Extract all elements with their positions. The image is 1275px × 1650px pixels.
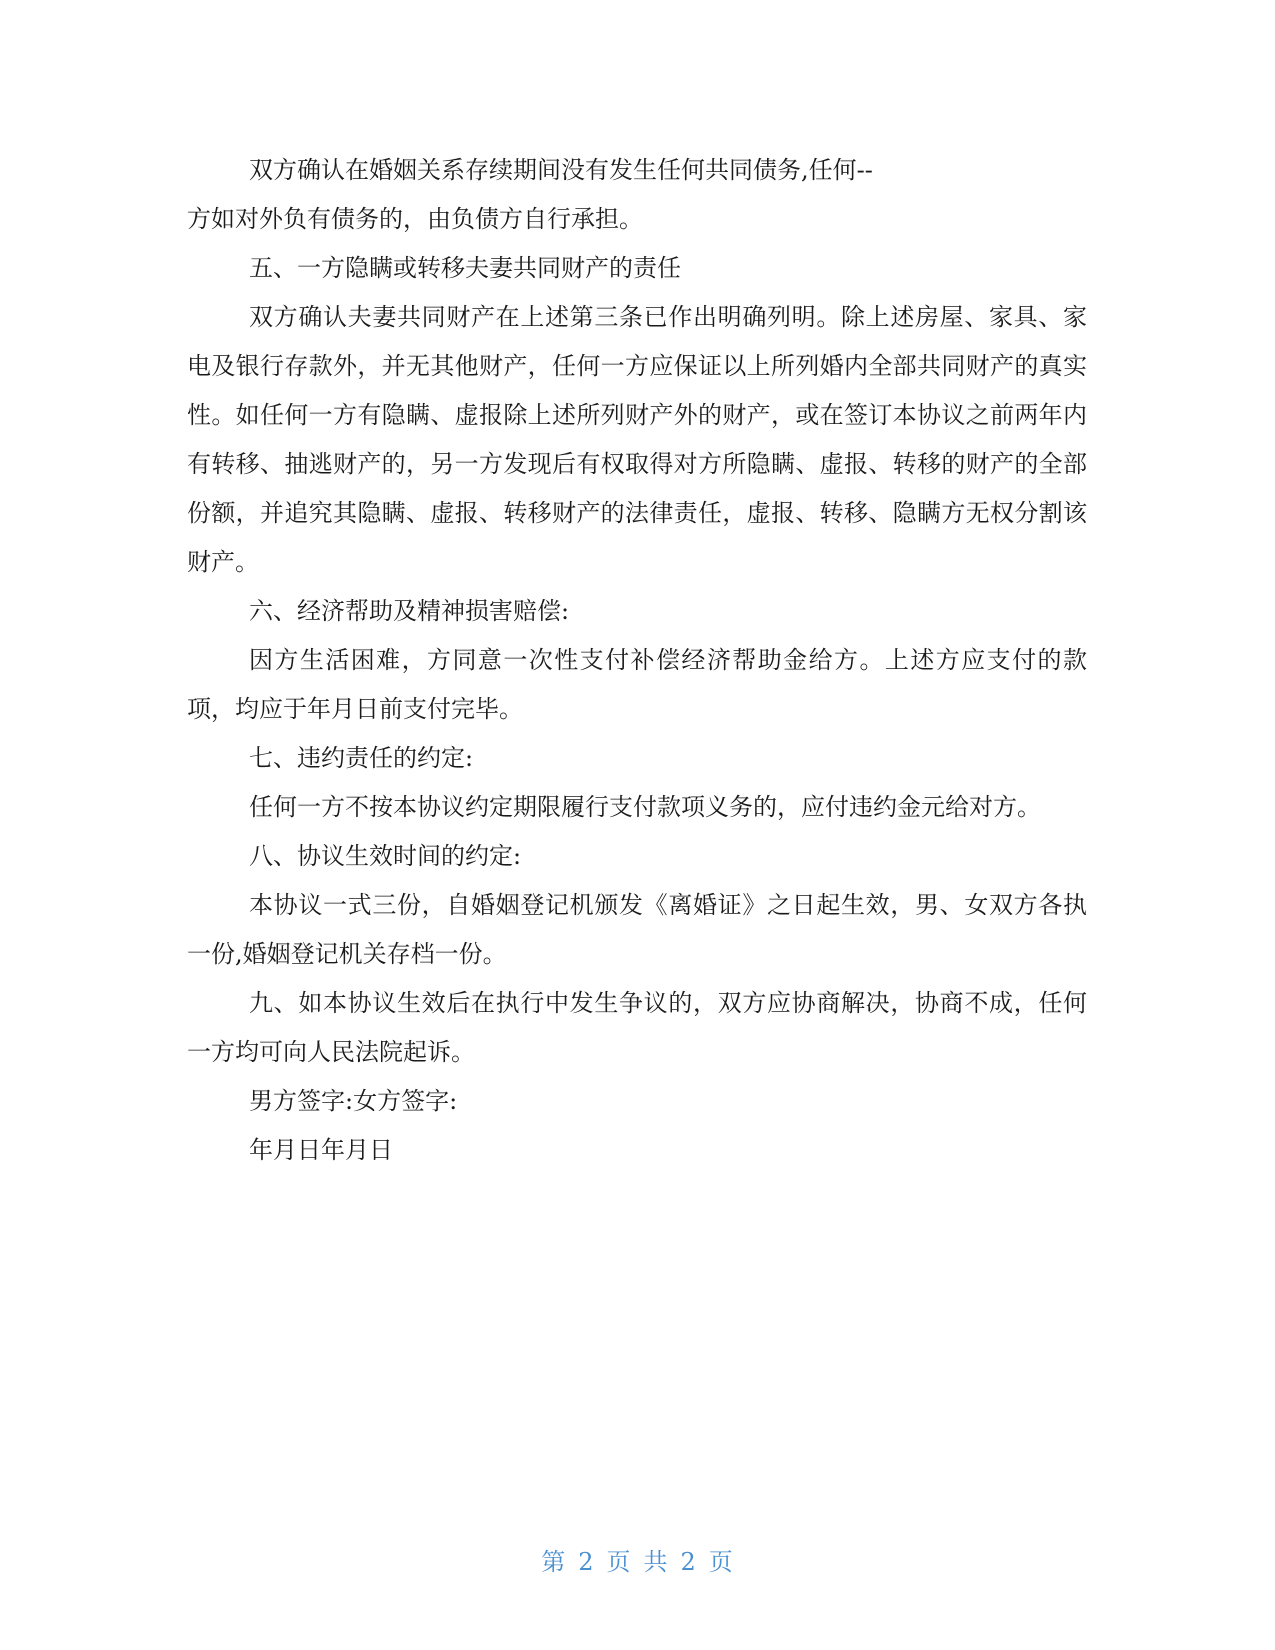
section-heading: 七、违约责任的约定:: [249, 744, 474, 772]
signature-line: 男方签字:女方签字:: [249, 1087, 458, 1115]
section-heading: 六、经济帮助及精神损害赔偿:: [249, 597, 570, 625]
section-heading: 八、协议生效时间的约定:: [249, 842, 522, 870]
date-line: 年月日年月日: [249, 1136, 393, 1164]
page-footer: [0, 1542, 1275, 1577]
footer-label-page: 第: [541, 1548, 567, 1576]
paragraph: 双方确认夫妻共同财产在上述第三条已作出明确列明。除上述房屋、家具、家电及银行存款外，并无其他财产，任何一方应保证以上所列婚内全部共同财产的真实性。如任何一方有隐瞒、虚报除上述所列财产外的财产，或在签订本协议之前两年内有转移、抽逃财产的，另一方发现后有权取得对方所隐瞒、虚报、转移的财产的全部份额，并追究其隐瞒、虚报、转移财产的法律责任，虚报、转移、隐瞒方无权分割该财产。: [187, 303, 1087, 576]
footer-total-pages: 2: [680, 1548, 697, 1576]
paragraph: 双方确认在婚姻关系存续期间没有发生任何共同债务,任何--: [249, 156, 873, 184]
document-body: [187, 146, 1087, 1175]
paragraph: 方如对外负有债务的，由负债方自行承担。: [187, 205, 643, 233]
paragraph: 九、如本协议生效后在执行中发生争议的，双方应协商解决，协商不成，任何一方均可向人民法院起诉。: [187, 989, 1087, 1066]
footer-label-page-unit: 页: [606, 1548, 632, 1576]
footer-label-total-unit: 页: [708, 1548, 734, 1576]
paragraph: 任何一方不按本协议约定期限履行支付款项义务的，应付违约金元给对方。: [249, 793, 1041, 821]
paragraph: 因方生活困难，方同意一次性支付补偿经济帮助金给方。上述方应支付的款项，均应于年月日前支付完毕。: [187, 646, 1087, 723]
footer-current-page: 2: [578, 1548, 595, 1576]
footer-label-total: 共: [643, 1548, 669, 1576]
section-heading: 五、一方隐瞒或转移夫妻共同财产的责任: [249, 254, 681, 282]
paragraph: 本协议一式三份，自婚姻登记机颁发《离婚证》之日起生效，男、女双方各执一份,婚姻登记机关存档一份。: [187, 891, 1087, 968]
